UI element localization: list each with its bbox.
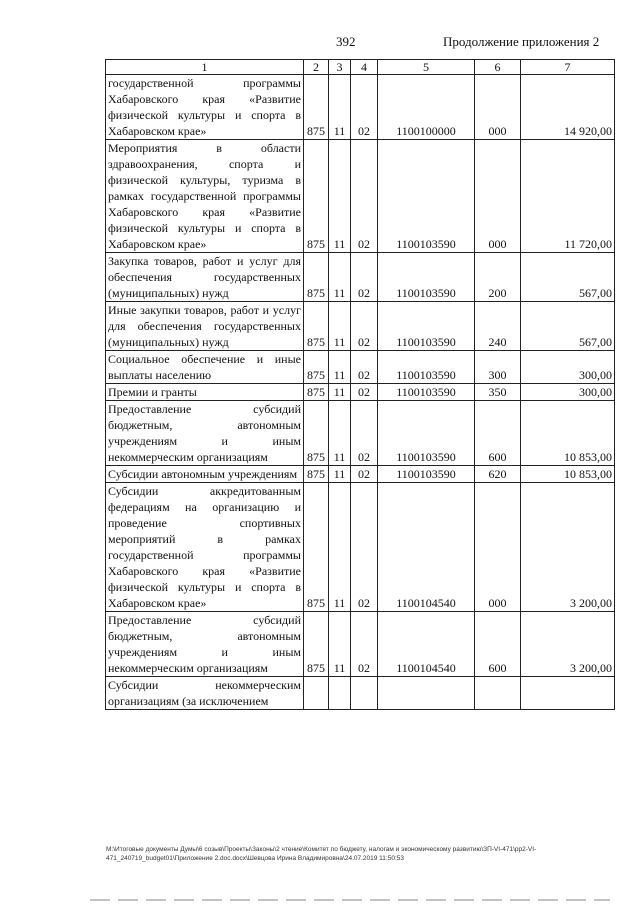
table-row bbox=[106, 384, 615, 401]
cell-ministry: 875 bbox=[304, 384, 329, 401]
column-header: 7 bbox=[521, 60, 615, 75]
cell-section: 11 bbox=[329, 302, 351, 351]
cell-expense-type bbox=[475, 677, 521, 710]
column-header: 3 bbox=[329, 60, 351, 75]
cell-amount: 3 200,00 bbox=[521, 483, 615, 612]
cell-section: 11 bbox=[329, 483, 351, 612]
cell-expense-type: 600 bbox=[475, 401, 521, 466]
cell-subsection: 02 bbox=[351, 384, 378, 401]
cell-amount: 567,00 bbox=[521, 302, 615, 351]
cell-section: 11 bbox=[329, 612, 351, 677]
cell-expense-type: 350 bbox=[475, 384, 521, 401]
row-name: Закупка товаров, работ и услуг для обеспечения государственных (муниципальных) нужд bbox=[106, 253, 304, 302]
cell-target-article: 1100103590 bbox=[378, 384, 475, 401]
table-row bbox=[106, 466, 615, 483]
cell-expense-type: 000 bbox=[475, 140, 521, 253]
cell-subsection: 02 bbox=[351, 612, 378, 677]
row-name: Субсидии автономным учреждениям bbox=[106, 466, 304, 483]
cell-amount: 14 920,00 bbox=[521, 75, 615, 140]
column-header: 4 bbox=[351, 60, 378, 75]
file-path-footer: M:\Итоговые документы Думы\6 созыв\Проекты\Законы\2 чтение\Комитет по бюджету, налогам и экономическому развитию\ЗП-VI-471\рр2-VI-471_240719_budget01\Приложение 2.doc.docx\Шевцова Ирина Владимировна\24.07.2019 11:50:53 bbox=[106, 846, 537, 862]
table-row bbox=[106, 677, 615, 710]
row-name: Мероприятия в области здравоохранения, спорта и физической культуры, туризма в рамках государственной программы Хабаровского края «Развитие физической культуры и спорта в Хабаровском крае» bbox=[106, 140, 304, 253]
cell-section: 11 bbox=[329, 384, 351, 401]
table-row bbox=[106, 401, 615, 466]
cell-ministry: 875 bbox=[304, 466, 329, 483]
column-header: 2 bbox=[304, 60, 329, 75]
cell-expense-type: 200 bbox=[475, 253, 521, 302]
budget-table bbox=[105, 59, 615, 710]
page-number: 392 bbox=[336, 34, 356, 49]
cell-amount: 3 200,00 bbox=[521, 612, 615, 677]
cell-ministry: 875 bbox=[304, 612, 329, 677]
table-row bbox=[106, 253, 615, 302]
table-row bbox=[106, 302, 615, 351]
row-name: государственной программы Хабаровского края «Развитие физической культуры и спорта в Хабаровском крае» bbox=[106, 75, 304, 140]
page-edge-marks bbox=[90, 899, 610, 901]
row-name: Социальное обеспечение и иные выплаты населению bbox=[106, 351, 304, 384]
cell-expense-type: 000 bbox=[475, 75, 521, 140]
cell-expense-type: 240 bbox=[475, 302, 521, 351]
table-row bbox=[106, 612, 615, 677]
cell-ministry bbox=[304, 677, 329, 710]
row-name: Субсидии аккредитованным федерациям на организацию и проведение спортивных мероприятий в рамках государственной программы Хабаровского края «Развитие физической культуры и спорта в Хабаровском крае» bbox=[106, 483, 304, 612]
cell-target-article bbox=[378, 677, 475, 710]
column-header: 5 bbox=[378, 60, 475, 75]
cell-target-article: 1100103590 bbox=[378, 253, 475, 302]
continuation-label: Продолжение приложения 2 bbox=[443, 34, 600, 49]
cell-section: 11 bbox=[329, 401, 351, 466]
cell-amount: 300,00 bbox=[521, 351, 615, 384]
cell-section bbox=[329, 677, 351, 710]
cell-target-article: 1100100000 bbox=[378, 75, 475, 140]
table-header-row bbox=[106, 60, 615, 75]
cell-section: 11 bbox=[329, 351, 351, 384]
cell-amount: 300,00 bbox=[521, 384, 615, 401]
row-name: Премии и гранты bbox=[106, 384, 304, 401]
cell-target-article: 1100103590 bbox=[378, 140, 475, 253]
cell-section: 11 bbox=[329, 466, 351, 483]
cell-amount: 10 853,00 bbox=[521, 401, 615, 466]
table-row bbox=[106, 75, 615, 140]
cell-target-article: 1100104540 bbox=[378, 483, 475, 612]
table-row bbox=[106, 140, 615, 253]
cell-ministry: 875 bbox=[304, 75, 329, 140]
cell-section: 11 bbox=[329, 75, 351, 140]
cell-target-article: 1100104540 bbox=[378, 612, 475, 677]
cell-amount: 567,00 bbox=[521, 253, 615, 302]
cell-expense-type: 620 bbox=[475, 466, 521, 483]
row-name: Субсидии некоммерческим организациям (за исключением bbox=[106, 677, 304, 710]
cell-ministry: 875 bbox=[304, 302, 329, 351]
cell-amount bbox=[521, 677, 615, 710]
column-header: 1 bbox=[106, 60, 304, 75]
cell-subsection: 02 bbox=[351, 351, 378, 384]
cell-subsection: 02 bbox=[351, 401, 378, 466]
row-name: Предоставление субсидий бюджетным, автономным учреждениям и иным некоммерческим организациям bbox=[106, 612, 304, 677]
cell-subsection: 02 bbox=[351, 302, 378, 351]
cell-target-article: 1100103590 bbox=[378, 466, 475, 483]
cell-expense-type: 600 bbox=[475, 612, 521, 677]
cell-target-article: 1100103590 bbox=[378, 401, 475, 466]
row-name: Предоставление субсидий бюджетным, автономным учреждениям и иным некоммерческим организациям bbox=[106, 401, 304, 466]
cell-ministry: 875 bbox=[304, 351, 329, 384]
cell-ministry: 875 bbox=[304, 253, 329, 302]
cell-target-article: 1100103590 bbox=[378, 351, 475, 384]
cell-target-article: 1100103590 bbox=[378, 302, 475, 351]
cell-subsection bbox=[351, 677, 378, 710]
cell-ministry: 875 bbox=[304, 483, 329, 612]
cell-expense-type: 000 bbox=[475, 483, 521, 612]
column-header: 6 bbox=[475, 60, 521, 75]
table-row bbox=[106, 483, 615, 612]
cell-subsection: 02 bbox=[351, 466, 378, 483]
cell-ministry: 875 bbox=[304, 140, 329, 253]
cell-ministry: 875 bbox=[304, 401, 329, 466]
table-row bbox=[106, 351, 615, 384]
cell-expense-type: 300 bbox=[475, 351, 521, 384]
cell-amount: 11 720,00 bbox=[521, 140, 615, 253]
cell-subsection: 02 bbox=[351, 140, 378, 253]
cell-subsection: 02 bbox=[351, 253, 378, 302]
row-name: Иные закупки товаров, работ и услуг для обеспечения государственных (муниципальных) нужд bbox=[106, 302, 304, 351]
cell-section: 11 bbox=[329, 253, 351, 302]
cell-subsection: 02 bbox=[351, 483, 378, 612]
cell-subsection: 02 bbox=[351, 75, 378, 140]
cell-section: 11 bbox=[329, 140, 351, 253]
cell-amount: 10 853,00 bbox=[521, 466, 615, 483]
